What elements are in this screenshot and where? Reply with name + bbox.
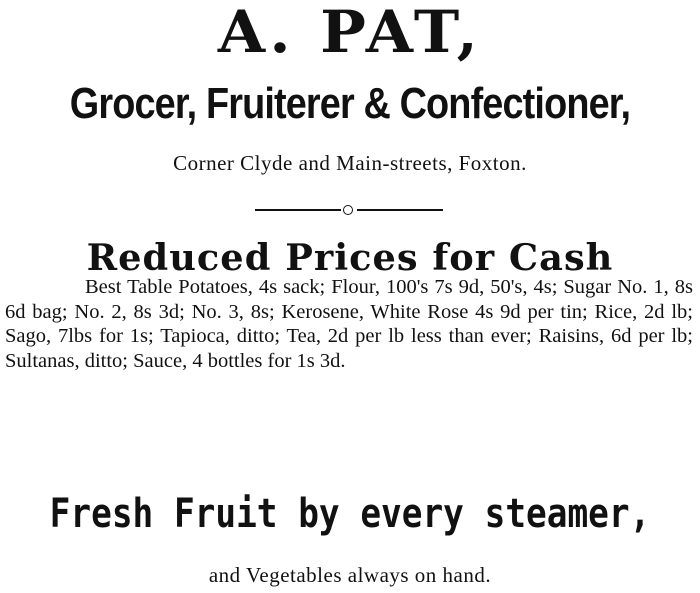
shop-owner-name: A. PAT, <box>217 0 483 66</box>
headline: Reduced Prices for Cash <box>86 237 614 279</box>
divider-ring-icon <box>343 205 353 215</box>
vegetables-line: and Vegetables always on hand. <box>208 563 492 587</box>
shop-address: Corner Clyde and Main-streets, Foxton. <box>173 151 527 175</box>
price-list-paragraph: Best Table Potatoes, 4s sack; Flour, 100's 7s 9d, 50's, 4s; Sugar No. 1, 8s 6d bag; No. 2, 8s 3d; No. 3, 8s; Kerosene, White Rose 4s 9d per tin; Rice, 2d lb; Sago, 7lbs for 1s; Tapioca, ditto; Tea, 2d per lb less than ever; Raisins, 6d per lb; Sultanas, ditto; Sauce, 4 bottles for 1s 3d. <box>5 276 693 372</box>
divider-line-right <box>357 209 443 211</box>
ornamental-divider <box>255 203 443 217</box>
trade-description: Grocer, Fruiterer & Confectioner, <box>69 79 631 128</box>
divider-line-left <box>255 209 341 211</box>
fresh-fruit-line: Fresh Fruit by every steamer, <box>49 491 651 537</box>
